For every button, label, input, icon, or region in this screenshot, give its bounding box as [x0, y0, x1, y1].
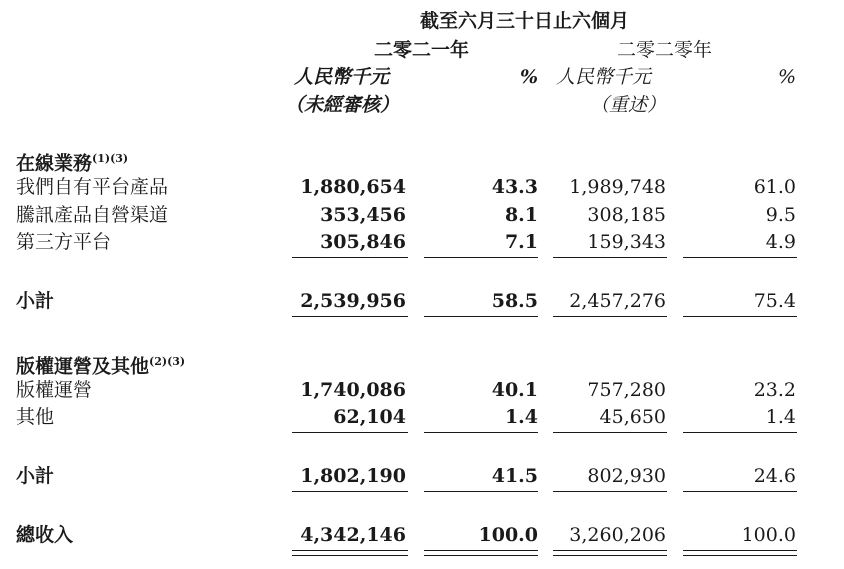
column-rule — [424, 257, 538, 258]
subtotal-value-2021: 1,802,190 — [300, 465, 406, 487]
subtotal-value-2020: 802,930 — [587, 465, 666, 487]
row-percent-2021: 40.1 — [491, 379, 538, 401]
year-2020-heading: 二零二零年 — [617, 39, 713, 61]
double-rule — [683, 550, 797, 551]
double-rule — [553, 555, 667, 556]
col4-unit: % — [777, 66, 796, 88]
row-label: 我們自有平台產品 — [16, 176, 169, 198]
row-value-2020: 308,185 — [587, 204, 666, 226]
row-label: 版權運營 — [16, 379, 93, 401]
double-rule — [424, 555, 538, 556]
total-label: 總收入 — [16, 524, 74, 546]
column-rule — [683, 316, 797, 317]
section-title-online: 在線業務$^{(1)(3)}$ — [16, 152, 129, 175]
subtotal-label: 小計 — [16, 465, 55, 487]
row-label: 第三方平台 — [16, 231, 112, 253]
row-percent-2021: 1.4 — [504, 406, 538, 428]
row-percent-2021: 8.1 — [504, 204, 538, 226]
row-percent-2020: 61.0 — [753, 176, 796, 198]
column-rule — [683, 432, 797, 433]
double-rule — [683, 555, 797, 556]
column-rule — [553, 491, 667, 492]
column-rule — [424, 491, 538, 492]
row-value-2020: 159,343 — [587, 231, 666, 253]
col2-unit: % — [519, 66, 538, 88]
total-value-2020: 3,260,206 — [569, 524, 666, 546]
total-value-2021: 4,342,146 — [300, 524, 406, 546]
total-percent-2021: 100.0 — [478, 524, 538, 546]
row-percent-2021: 7.1 — [504, 231, 538, 253]
row-value-2021: 1,880,654 — [300, 176, 406, 198]
column-rule — [424, 432, 538, 433]
period-heading: 截至六月三十日止六個月 — [420, 10, 630, 32]
row-percent-2020: 23.2 — [753, 379, 796, 401]
subtotal-value-2021: 2,539,956 — [300, 290, 406, 312]
subtotal-label: 小計 — [16, 290, 55, 312]
section-title-copyright: 版權運營及其他$^{(2)(3)}$ — [16, 355, 186, 378]
row-percent-2021: 43.3 — [491, 176, 538, 198]
row-percent-2020: 1.4 — [765, 406, 796, 428]
double-rule — [292, 550, 408, 551]
subtotal-percent-2020: 75.4 — [753, 290, 796, 312]
row-label: 其他 — [16, 406, 55, 428]
column-rule — [553, 316, 667, 317]
column-rule — [683, 257, 797, 258]
double-rule — [292, 555, 408, 556]
column-rule — [292, 432, 408, 433]
column-rule — [683, 491, 797, 492]
year-2021-heading: 二零二一年 — [374, 39, 470, 61]
total-percent-2020: 100.0 — [741, 524, 796, 546]
row-label: 騰訊產品自營渠道 — [16, 204, 169, 226]
column-rule — [292, 316, 408, 317]
row-value-2020: 1,989,748 — [569, 176, 666, 198]
subtotal-percent-2021: 58.5 — [491, 290, 538, 312]
col3-unit: 人民幣千元 — [556, 66, 652, 88]
row-value-2021: 62,104 — [333, 406, 406, 428]
row-value-2021: 1,740,086 — [300, 379, 406, 401]
double-rule — [553, 550, 667, 551]
column-rule — [553, 432, 667, 433]
subtotal-value-2020: 2,457,276 — [569, 290, 666, 312]
col3-note: （重述） — [590, 94, 667, 116]
column-rule — [292, 257, 408, 258]
column-rule — [553, 257, 667, 258]
row-value-2021: 353,456 — [320, 204, 406, 226]
row-value-2020: 45,650 — [599, 406, 666, 428]
subtotal-percent-2021: 41.5 — [491, 465, 538, 487]
column-rule — [424, 316, 538, 317]
column-rule — [292, 491, 408, 492]
row-percent-2020: 4.9 — [765, 231, 796, 253]
row-value-2021: 305,846 — [320, 231, 406, 253]
row-value-2020: 757,280 — [587, 379, 666, 401]
row-percent-2020: 9.5 — [765, 204, 796, 226]
double-rule — [424, 550, 538, 551]
col1-unit: 人民幣千元 — [294, 66, 390, 88]
col1-note: （未經審核） — [285, 94, 400, 116]
subtotal-percent-2020: 24.6 — [753, 465, 796, 487]
